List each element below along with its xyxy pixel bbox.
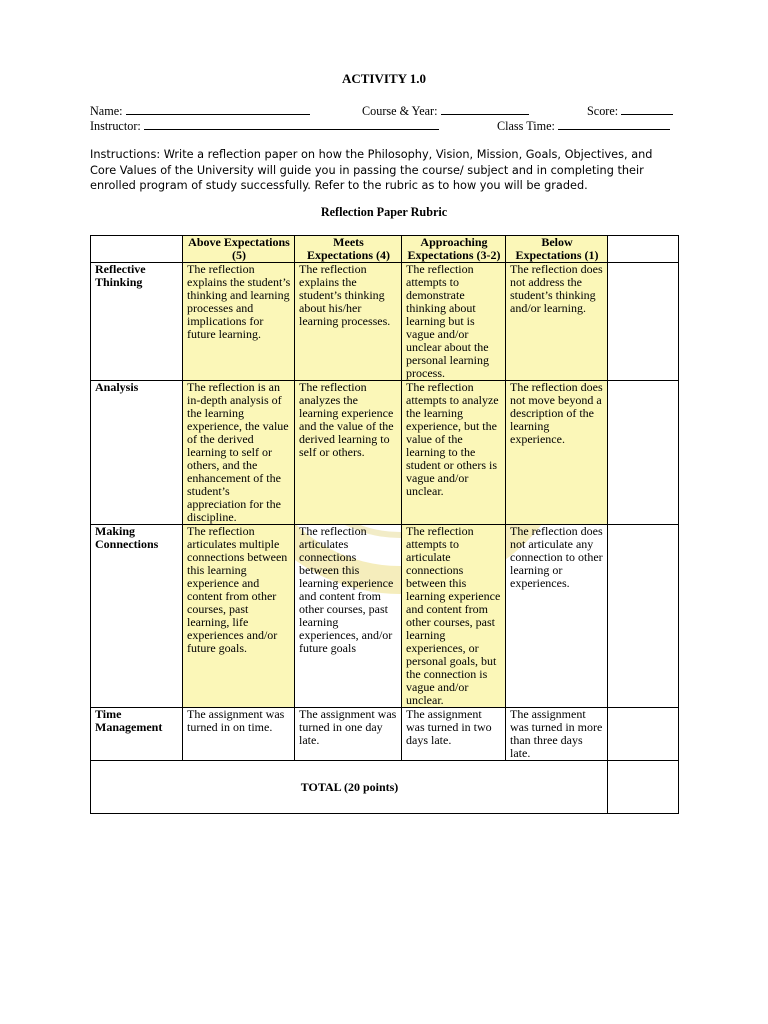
table-cell: The reflection analyzes the learning experience and the value of the derived learning to self or others.	[295, 381, 402, 525]
score-cell[interactable]	[608, 525, 679, 708]
class-time-label: Class Time:	[497, 119, 555, 133]
total-label: TOTAL (20 points)	[91, 761, 608, 814]
course-year-label: Course & Year:	[362, 104, 438, 118]
table-cell: The reflection explains the student’s thinking and learning processes and implications for future learning.	[183, 263, 295, 381]
criterion-cell: Analysis	[91, 381, 183, 525]
table-row	[91, 708, 679, 761]
table-cell: The reflection attempts to analyze the learning experience, but the value of the learning to the student or others is vague and/or unclear.	[402, 381, 506, 525]
table-row	[91, 381, 679, 525]
table-cell: The assignment was turned in more than three days late.	[506, 708, 608, 761]
class-time-line[interactable]	[558, 117, 670, 130]
score-cell[interactable]	[608, 263, 679, 381]
score-line[interactable]	[621, 102, 673, 115]
table-cell: The reflection articulates multiple connections between this learning experience and content from other courses, past learning, life experiences and/or future goals.	[183, 525, 295, 708]
name-line[interactable]	[126, 102, 310, 115]
score-cell[interactable]	[608, 381, 679, 525]
table-cell: The reflection attempts to demonstrate thinking about learning but is vague and/or unclear about the personal learning process.	[402, 263, 506, 381]
table-cell: The reflection does not address the student’s thinking and/or learning.	[506, 263, 608, 381]
table-header-row	[91, 236, 679, 263]
criterion-cell: Making Connections	[91, 525, 183, 708]
table-cell: The reflection is an in-depth analysis of the learning experience, the value of the derived learning to self or others, and the enhancement of the student’s appreciation for the discipline.	[183, 381, 295, 525]
score-cell[interactable]	[608, 708, 679, 761]
criterion-cell: Time Management	[91, 708, 183, 761]
total-row	[91, 761, 679, 814]
table-cell: The reflection attempts to articulate connections between this learning experience and content from other courses, past learning experiences, or personal goals, but the connection is vague and/or unclear.	[402, 525, 506, 708]
table-cell: The assignment was turned in two days late.	[402, 708, 506, 761]
instructor-label: Instructor:	[90, 119, 141, 133]
rubric-title: Reflection Paper Rubric	[320, 205, 448, 219]
total-score-cell[interactable]	[608, 761, 679, 814]
table-cell: The reflection articulates connections between this learning experience and content from other courses, past learning experiences, and/or future goals	[295, 525, 402, 708]
table-cell: The reflection does not move beyond a description of the learning experience.	[506, 381, 608, 525]
table-cell: The assignment was turned in one day late.	[295, 708, 402, 761]
rubric-table	[90, 235, 679, 814]
header-above: Above Expectations (5)	[183, 236, 295, 263]
page-title: ACTIVITY 1.0	[341, 71, 427, 86]
criterion-cell: Reflective Thinking	[91, 263, 183, 381]
table-cell: The assignment was turned in on time.	[183, 708, 295, 761]
name-label: Name:	[90, 104, 123, 118]
header-meets: Meets Expectations (4)	[295, 236, 402, 263]
instructor-field[interactable]	[90, 117, 439, 134]
table-cell: The reflection explains the student’s thinking about his/her learning processes.	[295, 263, 402, 381]
header-criterion	[91, 236, 183, 263]
header-below: Below Expectations (1)	[506, 236, 608, 263]
table-cell: The reflection does not articulate any connection to other learning or experiences.	[506, 525, 608, 708]
table-row	[91, 525, 679, 708]
header-approaching: Approaching Expectations (3-2)	[402, 236, 506, 263]
class-time-field[interactable]	[497, 117, 670, 134]
table-row	[91, 263, 679, 381]
header-score	[608, 236, 679, 263]
instructions-paragraph: Instructions: Write a reflection paper on how the Philosophy, Vision, Mission, Goals, Objectives, and Core Values of the University will guide you in passing the course/ subject and in completing their enrolled program of study successfully. Refer to the rubric as to how you will be graded.	[90, 148, 653, 192]
instructor-line[interactable]	[144, 117, 439, 130]
score-label: Score:	[587, 104, 619, 118]
course-year-line[interactable]	[441, 102, 529, 115]
